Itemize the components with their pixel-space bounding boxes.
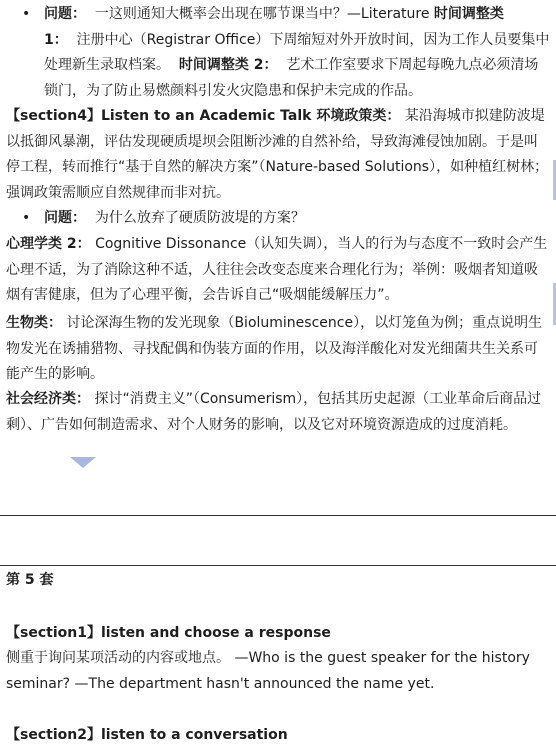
psychology-body: Cognitive Dissonance（认知失调），当人的行为与态度不一致时会产生心理不适，为了消除这种不适，人往往会改变态度来合理化行为；举例：吸烟者知道吸烟有害健康，但为了心理平衡，会告诉自己“吸烟能缓解压力”。: [6, 236, 548, 303]
section4-title: 【section4】Listen to an Academic Talk 环境政策类：: [6, 108, 401, 124]
section4-body: 某沿海城市拟建防波堤以抵御风暴潮，评估发现硬质堤坝会阻断沙滩的自然补给，导致海滩侵蚀加剧。于是叫停工程，转而推行“基于自然的解决方案”（Nature-based Solutions），如种植红树林；强调政策需顺应自然规律而非对抗。: [6, 108, 549, 201]
socioeconomics-title: 社会经济类：: [6, 391, 90, 407]
time-adjust-2-text: 艺术工作室要求下周起每晚九点必须清场锁门，为了防止易燃颜料引发火灾隐患和保护未完成的作品。: [44, 57, 539, 99]
biology-body: 讨论深海生物的发光现象（Bioluminescence），以灯笼鱼为例；重点说明生物发光在诱捕猎物、寻找配偶和伪装方面的作用，以及海洋酸化对发光细菌共生关系可能产生的影响。: [6, 315, 543, 382]
bullet-item-notice-question: [22, 2, 550, 104]
collapse-arrow-icon[interactable]: [70, 457, 96, 468]
set5-section1-body: 侧重于询问某项活动的内容或地点。 —Who is the guest speaker for the history seminar? —The department hasn't announced the name yet.: [6, 650, 530, 692]
time-adjust-2-label: 时间调整类 2：: [178, 57, 278, 73]
page-divider-top: [0, 515, 556, 516]
time-adjust-1-text: 注册中心（Registrar Office）下周缩短对外开放时间，因为工作人员要集中处理新生录取档案。: [44, 31, 550, 73]
socioeconomics-paragraph: [6, 387, 550, 438]
biology-paragraph: [6, 311, 550, 388]
time-adjust-1-label: 时间调整类 1：: [44, 6, 504, 48]
page-divider-bottom: [0, 565, 556, 566]
question-text: 一这则通知大概率会出现在哪节课当中？—Literature: [94, 6, 434, 22]
question-label: 问题：: [44, 6, 86, 22]
biology-title: 生物类：: [6, 315, 62, 331]
bullet-dot: •: [22, 210, 31, 226]
set5-heading: 第 5 套: [6, 572, 54, 588]
bullet-item-seawall-question: [22, 206, 550, 232]
question-label: 问题：: [44, 210, 86, 226]
question-text: 为什么放弃了硬质防波堤的方案？: [94, 210, 305, 226]
set5-section1-title: 【section1】listen and choose a response: [6, 625, 331, 641]
psychology-paragraph: [6, 232, 550, 309]
psychology-title: 心理学类 2：: [6, 236, 91, 252]
set5-section2-title: 【section2】listen to a conversation: [6, 727, 288, 743]
section4-paragraph: [6, 104, 550, 206]
socioeconomics-body: 探讨“消费主义”（Consumerism），包括其历史起源（工业革命后商品过剩）、广告如何制造需求、对个人财务的影响，以及它对环境资源造成的过度消耗。: [6, 391, 542, 433]
bullet-dot: •: [22, 6, 31, 22]
